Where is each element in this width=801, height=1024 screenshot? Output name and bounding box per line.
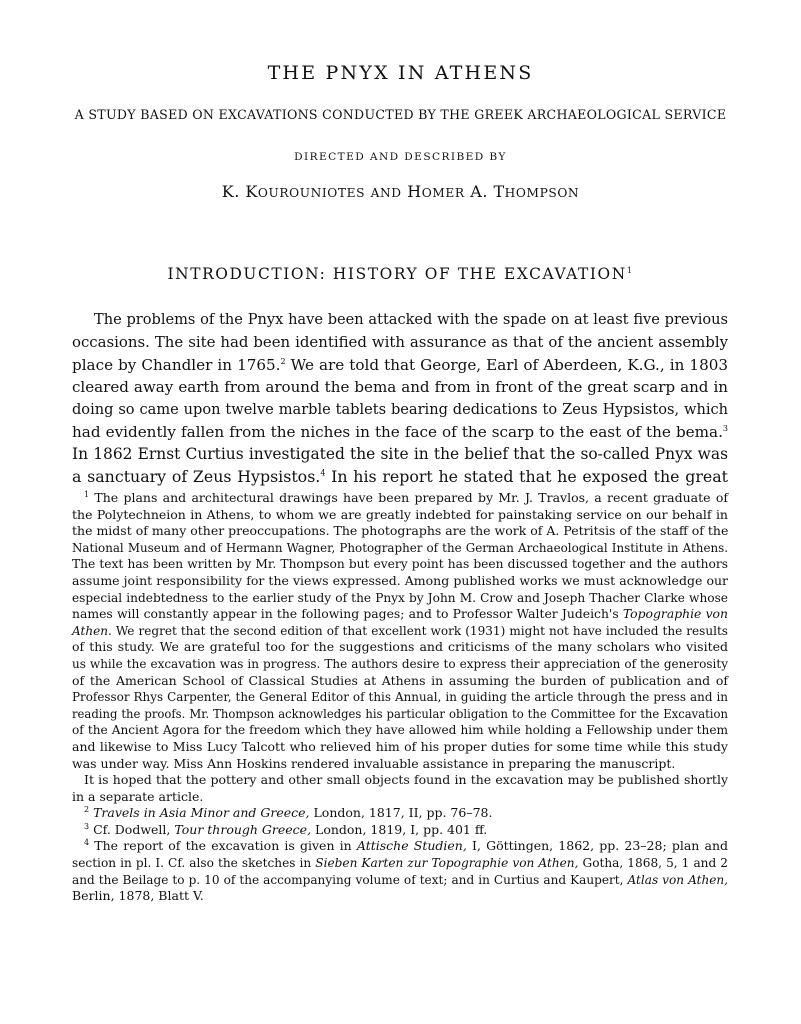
author-conjunction: AND	[370, 186, 402, 200]
footnote-ref: 4	[320, 468, 326, 478]
footnote-number: 4	[84, 838, 90, 848]
footnote-line: the midst of many other preoccupations. The photographs are the work of A. Petritsis of the staff of the	[72, 523, 729, 539]
footnote-text: section in pl. I. Cf. also the sketches in	[72, 856, 312, 871]
footnote-line	[72, 872, 728, 889]
footnote-text: We regret that the second edition of that excellent work (1931) might not have included the results	[115, 623, 728, 638]
footnote-number: 3	[84, 821, 90, 831]
footnote-line: of the Ancient Agora for the freedom which they have allowed him while holding a Fellowship under them	[72, 723, 728, 738]
footnote-text: I, Göttingen, 1862, pp. 23–28; plan and	[472, 838, 728, 854]
body-text-span: had evidently fallen from the niches in the face of the scarp to the east of the bema.	[72, 422, 723, 441]
author2-mid: A. T	[470, 182, 505, 201]
section-note-ref: 1	[626, 265, 634, 275]
body-text-span: We are told that George, Earl of Aberdeen, K.G., in 1803	[290, 355, 728, 374]
author-line	[0, 182, 801, 201]
author1-rest: OUROUNIOTES	[257, 186, 366, 200]
footnote-line: us while the excavation was in progress. The authors desire to express their appreciation of the generosity	[72, 656, 728, 671]
body-text	[72, 309, 728, 488]
footnote-line	[72, 855, 728, 872]
footnote-text: and the Beilage to p. 10 of the accompanying volume of text; and in Curtius and Kaupert,	[72, 872, 624, 887]
section-heading-text: INTRODUCTION: HISTORY OF THE EXCAVATION	[167, 265, 627, 283]
body-line: cleared away earth from around the bema and from in front of the great scarp and in	[72, 378, 728, 397]
footnote-italic-title: Attische Studien,	[356, 838, 467, 854]
body-line: occasions. The site had been identified with assurance as that of the ancient assembly	[72, 333, 728, 352]
footnote-number: 1	[84, 489, 90, 499]
footnote-text: The plans and architectural drawings have been prepared by Mr. J. Travlos, a recent graduate of	[94, 490, 728, 505]
footnote-line: in a separate article.	[72, 788, 204, 804]
footnote-italic-title: Travels in Asia Minor and Greece,	[93, 805, 310, 821]
body-text-span: a sanctuary of Zeus Hypsistos.	[72, 466, 321, 486]
footnote-line: of this study. We are grateful too for the suggestions and criticisms of the many scholars who visited	[72, 639, 728, 655]
footnote-line	[72, 838, 728, 855]
footnote-line: reading the proofs. Mr. Thompson acknowledges his particular obligation to the Committee for the Excavation	[72, 706, 728, 721]
footnote-line: assume joint responsibility for the views expressed. Among published works we must acknowledge our	[72, 572, 728, 588]
footnote-line: of the American School of Classical Studies at Athens in assuming the burden of publication and of	[72, 672, 728, 688]
footnote-number: 2	[84, 805, 90, 815]
author2-initial: H	[407, 182, 422, 201]
footnote-line: the Polytechneion in Athens, to whom we are greatly indebted for painstaking service on our behalf in	[72, 506, 728, 522]
footnote-line: National Museum and of Hermann Wagner, Photographer of the German Archaeological Institute in Athens.	[72, 540, 728, 555]
footnote-ref: 3	[722, 423, 728, 433]
footnote-italic-title: Athen.	[72, 623, 112, 638]
footnote-ref: 2	[280, 356, 286, 366]
footnote-line	[72, 805, 728, 822]
footnote-line	[72, 606, 728, 623]
footnote-italic-title: Sieben Karten zur Topographie von Athen,	[315, 856, 579, 871]
footnote-text: names will constantly appear in the following pages; and to Professor Walter Judeich's	[72, 607, 619, 622]
footnote-line: Professor Rhys Carpenter, the General Editor of this Annual, in guiding the article through the press and in	[72, 690, 728, 705]
footnote-line	[72, 490, 728, 507]
footnote-text: Gotha, 1868, 5, 1 and 2	[582, 856, 728, 871]
footnote-line: The text has been written by Mr. Thompson but every point has been discussed together and the authors	[72, 557, 728, 572]
footnote-text: London, 1819, I, pp. 401 ff.	[315, 821, 488, 837]
footnote-line: was under way. Miss Ann Hoskins rendered invaluable assistance in preparing the manuscript.	[72, 755, 676, 771]
body-line	[72, 354, 728, 376]
footnote-line: and likewise to Miss Lucy Talcott who relieved him of his proper duties for some time while this study	[72, 738, 728, 754]
article-title: THE PNYX IN ATHENS	[267, 62, 534, 84]
directed-by-line: DIRECTED AND DESCRIBED BY	[294, 151, 507, 163]
footnote-line	[72, 822, 728, 839]
section-heading	[0, 265, 801, 283]
footnote-line	[72, 623, 728, 640]
footnotes	[72, 490, 728, 905]
author2-last: HOMPSON	[504, 186, 580, 200]
body-text-span: place by Chandler in 1765.	[72, 355, 281, 374]
footnote-italic-title: Topographie von	[622, 607, 728, 622]
body-line: doing so came upon twelve marble tablets bearing dedications to Zeus Hypsistos, which	[72, 400, 728, 418]
body-line: The problems of the Pnyx have been attacked with the spade on at least five previous	[94, 311, 728, 328]
article-subtitle: A STUDY BASED ON EXCAVATIONS CONDUCTED BY THE GREEK ARCHAEOLOGICAL SERVICE	[74, 107, 727, 122]
body-line	[72, 466, 728, 488]
footnote-text: London, 1817, II, pp. 76–78.	[313, 805, 493, 821]
footnote-text: The report of the excavation is given in	[94, 838, 352, 854]
footnote-line: especial indebtedness to the earlier study of the Pnyx by John M. Crow and Joseph Thacher Clarke whose	[72, 590, 728, 605]
body-text-span: In his report he stated that he exposed the great	[331, 466, 728, 486]
footnote-text: Cf. Dodwell,	[93, 821, 171, 837]
footnote-line: It is hoped that the pottery and other small objects found in the excavation may be published shortly	[84, 772, 728, 788]
body-line: In 1862 Ernst Curtius investigated the site in the belief that the so-called Pnyx was	[72, 445, 728, 464]
body-line	[72, 421, 728, 443]
footnote-italic-title: Atlas von Athen,	[627, 872, 728, 887]
footnote-line: Berlin, 1878, Blatt V.	[72, 888, 204, 904]
footnote-italic-title: Tour through Greece,	[174, 821, 312, 837]
author1-initial: K. K	[221, 182, 258, 201]
author2-rest: OMER	[421, 186, 465, 200]
